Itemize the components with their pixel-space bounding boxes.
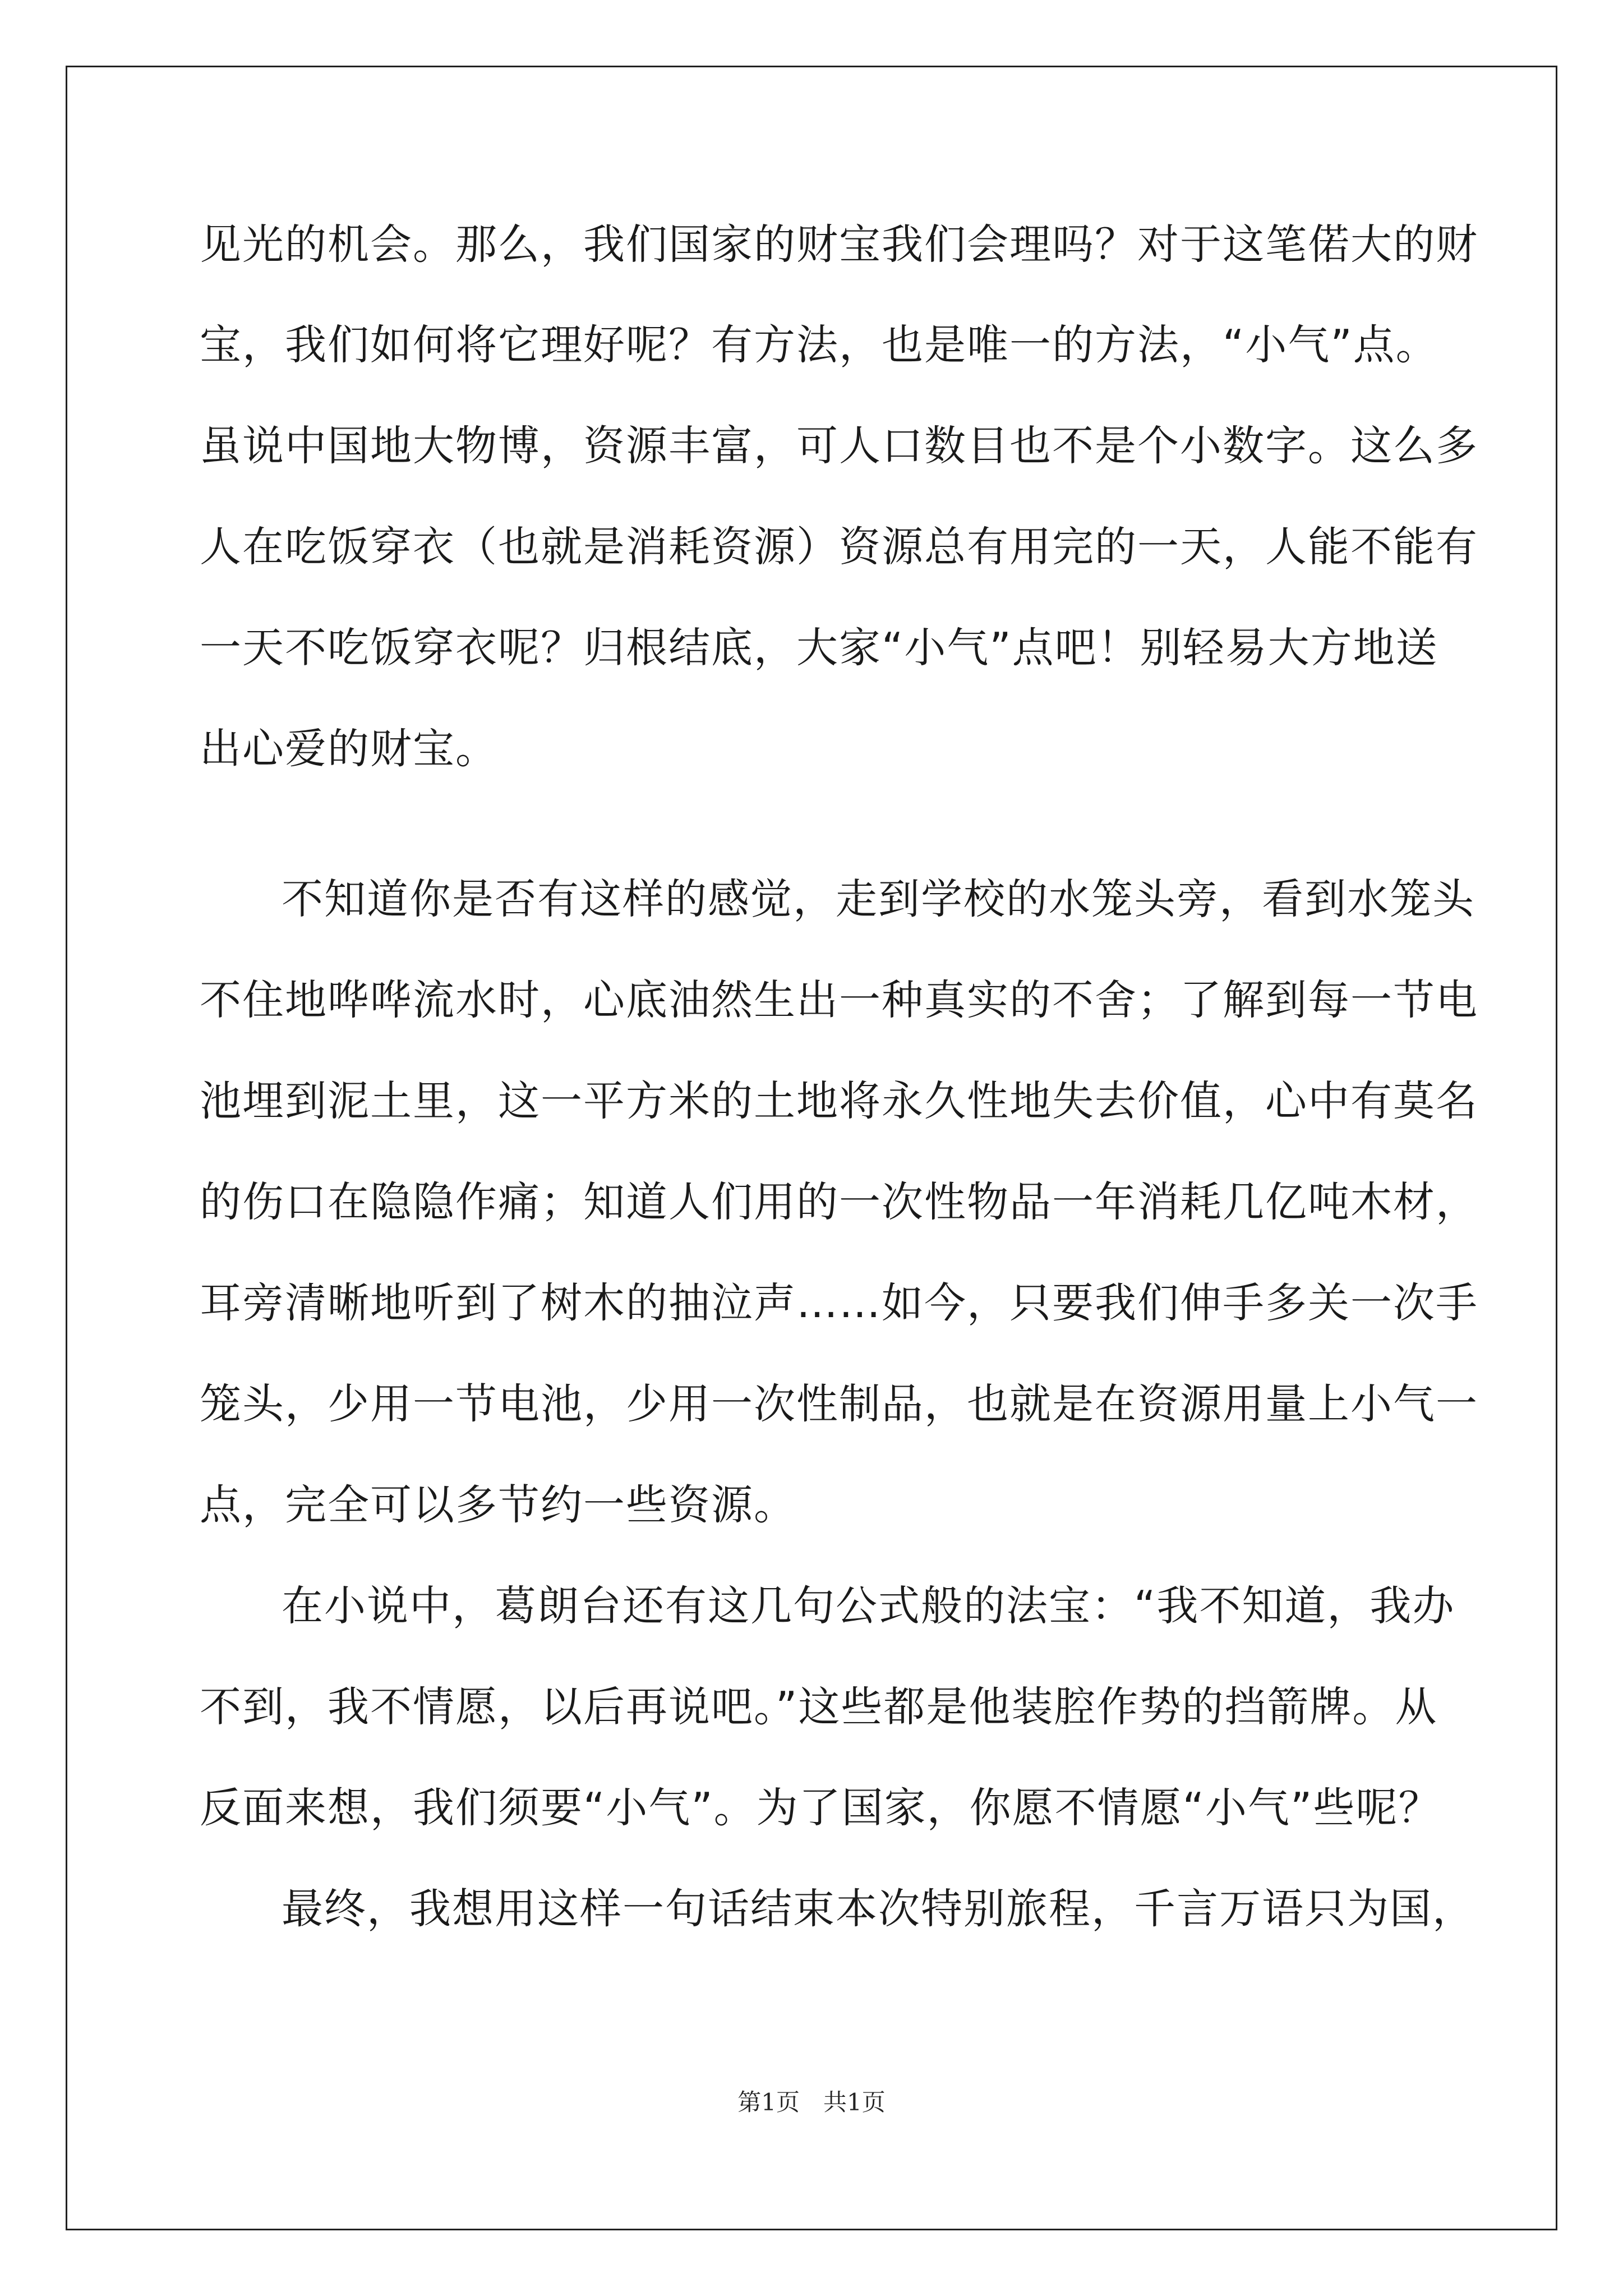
text-line: 不住地哗哗流水时，心底油然生出一种真实的不舍；了解到每一节电 bbox=[200, 976, 1478, 1024]
text-line: 的伤口在隐隐作痛；知道人们用的一次性物品一年消耗几亿吨木材， bbox=[200, 1178, 1478, 1226]
text-line: 笼头，少用一节电池，少用一次性制品，也就是在资源用量上小气一 bbox=[200, 1380, 1478, 1428]
text-line: 反面来想，我们须要“小气”。为了国家，你愿不情愿“小气”些呢？ bbox=[200, 1784, 1441, 1832]
text-line: 在小说中，葛朗台还有这几句公式般的法宝：“我不知道，我办 bbox=[282, 1582, 1455, 1630]
text-line: 最终，我想用这样一句话结束本次特别旅程，千言万语只为国， bbox=[282, 1885, 1475, 1933]
text-line: 见光的机会。那么，我们国家的财宝我们会理吗？对于这笔偌大的财 bbox=[200, 220, 1478, 269]
text-line: 不到，我不情愿，以后再说吧。”这些都是他装腔作势的挡箭牌。从 bbox=[200, 1683, 1438, 1731]
text-line: 出心爱的财宝。 bbox=[200, 725, 498, 773]
text-line: 不知道你是否有这样的感觉，走到学校的水笼头旁，看到水笼头 bbox=[282, 875, 1475, 923]
text-line: 耳旁清晰地听到了树木的抽泣声……如今，只要我们伸手多关一次手 bbox=[200, 1279, 1478, 1327]
text-line: 池埋到泥土里，这一平方米的土地将永久性地失去价值，心中有莫名 bbox=[200, 1077, 1478, 1125]
text-line: 虽说中国地大物博，资源丰富，可人口数目也不是个小数字。这么多 bbox=[200, 422, 1478, 470]
text-line: 宝，我们如何将它理好呢？有方法，也是唯一的方法，“小气”点。 bbox=[200, 321, 1438, 369]
text-line: 点，完全可以多节约一些资源。 bbox=[200, 1481, 796, 1529]
text-line: 一天不吃饭穿衣呢？归根结底，大家“小气”点吧！别轻易大方地送 bbox=[200, 624, 1438, 672]
text-line: 人在吃饭穿衣（也就是消耗资源）资源总有用完的一天，人能不能有 bbox=[200, 523, 1478, 571]
page-footer: 第1页 共1页 bbox=[737, 2088, 886, 2116]
